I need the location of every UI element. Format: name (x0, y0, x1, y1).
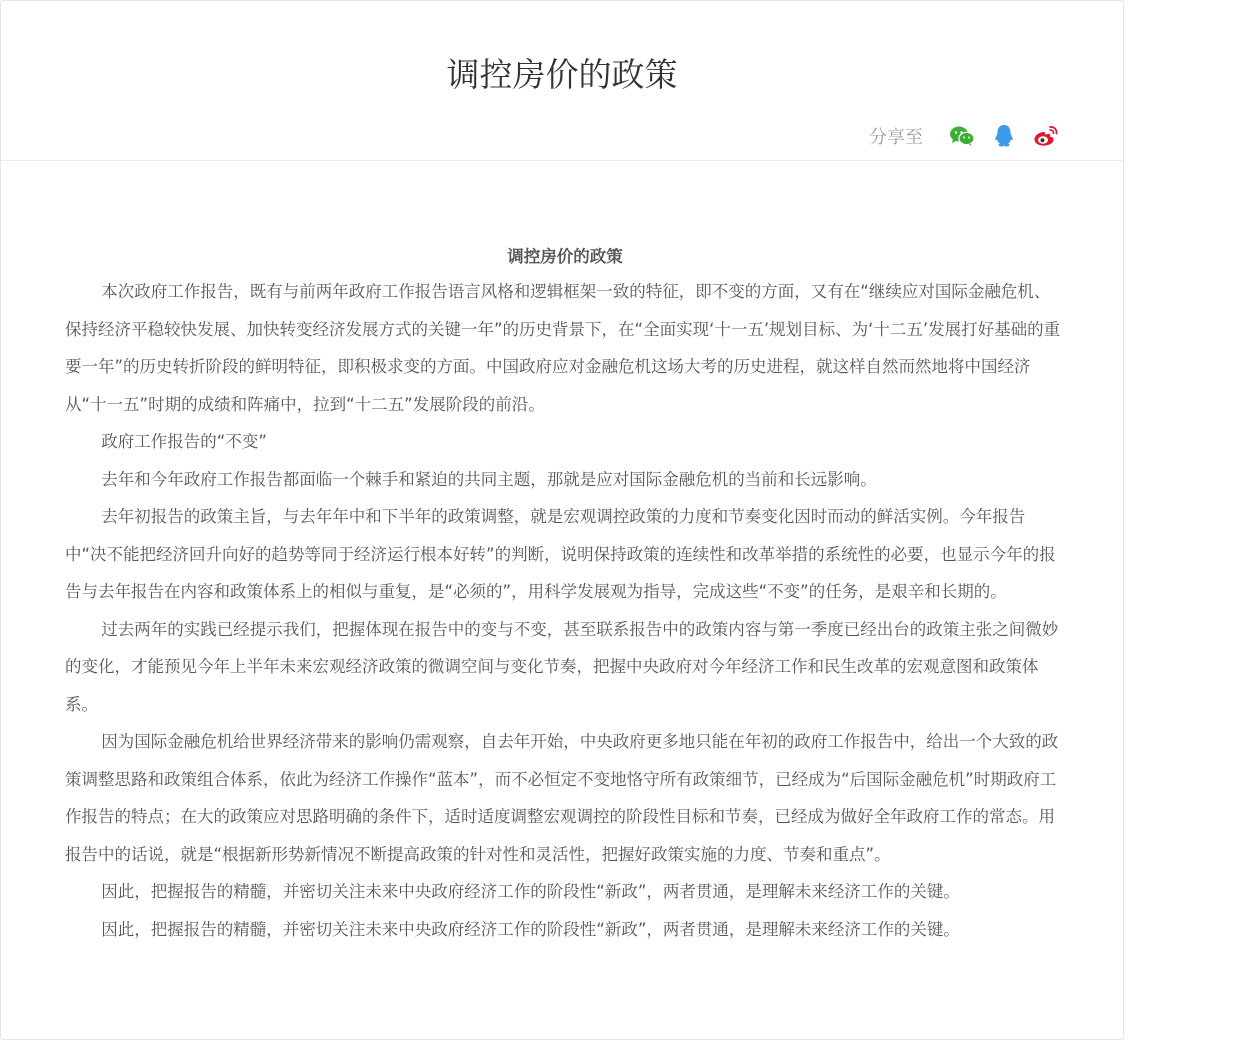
paragraph: 本次政府工作报告，既有与前两年政府工作报告语言风格和逻辑框架一致的特征，即不变的方面，又有在“继续应对国际金融危机、保持经济平稳较快发展、加快转变经济发展方式的关键一年”的历史背景下，在“全面实现‘十一五’规划目标、为‘十二五’发展打好基础的重要一年”的历史转折阶段的鲜明特征，即积极求变的方面。中国政府应对金融危机这场大考的历史进程，就这样自然而然地将中国经济从“十一五”时期的成绩和阵痛中，拉到“十二五”发展阶段的前沿。 (65, 282, 1061, 414)
article-header (1, 1, 1123, 161)
article-heading: 调控房价的政策 (507, 247, 623, 266)
paragraph: 政府工作报告的“不变” (101, 432, 267, 451)
paragraph: 去年初报告的政策主旨，与去年年中和下半年的政策调整，就是宏观调控政策的力度和节奏变化因时而动的鲜活实例。今年报告中“决不能把经济回升向好的趋势等同于经济运行根本好转”的判断，说明保持政策的连续性和改革举措的系统性的必要，也显示今年的报告与去年报告在内容和政策体系上的相似与重复，是“必须的”，用科学发展观为指导，完成这些“不变”的任务，是艰辛和长期的。 (65, 507, 1056, 601)
paragraph: 过去两年的实践已经提示我们，把握体现在报告中的变与不变，甚至联系报告中的政策内容与第一季度已经出台的政策主张之间微妙的变化，才能预见今年上半年未来宏观经济政策的微调空间与变化节奏，把握中央政府对今年经济工作和民生改革的宏观意图和政策体系。 (65, 619, 1059, 714)
qq-icon[interactable] (989, 121, 1019, 151)
weibo-icon[interactable] (1031, 121, 1061, 151)
page-title: 调控房价的政策 (446, 55, 678, 94)
article-content (65, 241, 1065, 948)
paragraph: 因此，把握报告的精髓，并密切关注未来中央政府经济工作的阶段性“新政”，两者贯通，是理解未来经济工作的关键。 (101, 919, 960, 939)
share-label: 分享至 (869, 127, 923, 148)
paragraph: 去年和今年政府工作报告都面临一个棘手和紧迫的共同主题，那就是应对国际金融危机的当前和长远影响。 (101, 469, 877, 489)
wechat-icon[interactable] (947, 121, 977, 151)
share-bar (869, 121, 1061, 151)
paragraph: 因此，把握报告的精髓，并密切关注未来中央政府经济工作的阶段性“新政”，两者贯通，是理解未来经济工作的关键。 (101, 882, 960, 901)
paragraph: 因为国际金融危机给世界经济带来的影响仍需观察，自去年开始，中央政府更多地只能在年初的政府工作报告中，给出一个大致的政策调整思路和政策组合体系，依此为经济工作操作“蓝本”，而不必恒定不变地恪守所有政策细节，已经成为“后国际金融危机”时期政府工作报告的特点；在大的政策应对思路明确的条件下，适时适度调整宏观调控的阶段性目标和节奏，已经成为做好全年政府工作的常态。用报告中的话说，就是“根据新形势新情况不断提高政策的针对性和灵活性，把握好政策实施的力度、节奏和重点”。 (65, 732, 1059, 864)
